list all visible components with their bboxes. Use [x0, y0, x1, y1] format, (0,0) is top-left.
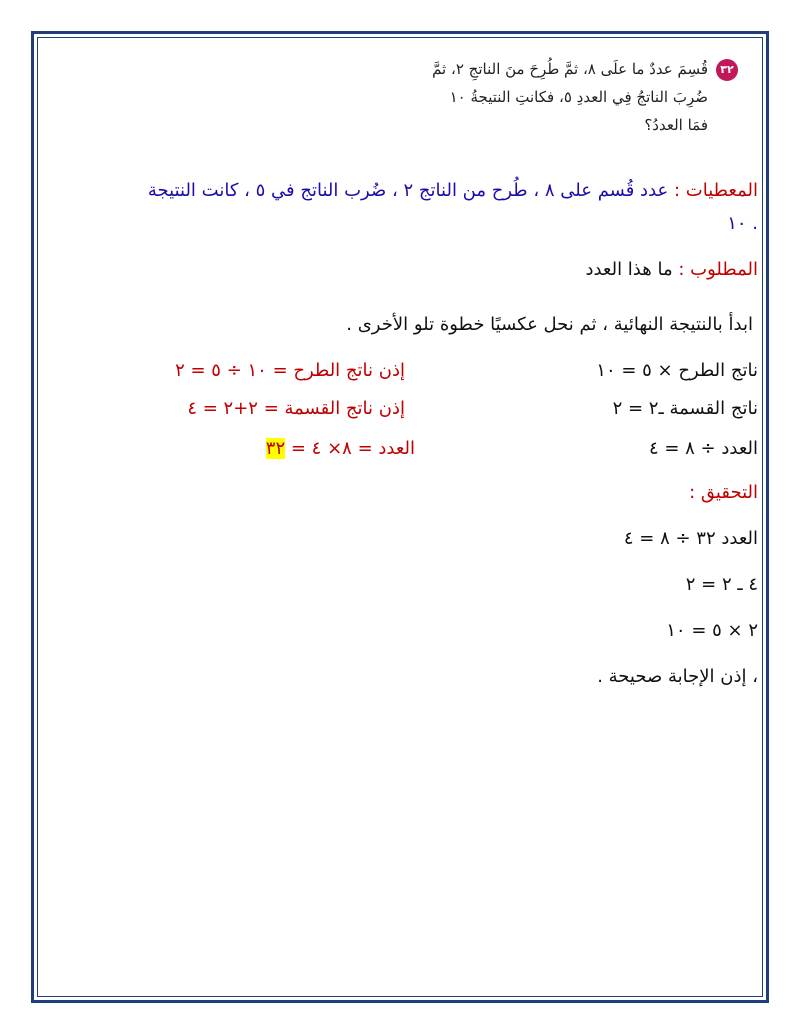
problem-statement	[178, 55, 738, 139]
verify-line-1: العدد ٣٢ ÷ ٨ = ٤	[623, 528, 758, 549]
step-1-result: إذن ناتج الطرح = ١٠ ÷ ٥ = ٢	[175, 360, 405, 381]
intro-line: ابدأ بالنتيجة النهائية ، ثم نحل عكسيًا خطوة تلو الأخرى .	[346, 314, 753, 335]
step-3-equation: العدد ÷ ٨ = ٤	[648, 438, 758, 459]
step-3-result: العدد = ٨× ٤ = ٣٢	[265, 438, 415, 459]
verify-line-2: ٤ ـ ٢ = ٢	[685, 574, 758, 595]
step-1-equation: ناتج الطرح × ٥ = ١٠	[596, 360, 758, 381]
givens-text: عدد قُسم على ٨ ، طُرح من الناتج ٢ ، ضُرب الناتج في ٥ ، كانت النتيجة	[147, 180, 669, 201]
final-answer-highlight: ٣٢	[265, 438, 286, 459]
step-2-result: إذن ناتج القسمة = ٢+٢ = ٤	[187, 398, 405, 419]
problem-line-3: فمَا العددُ؟	[644, 116, 708, 134]
required-line	[585, 259, 758, 280]
givens-line-1	[42, 180, 758, 201]
verify-conclusion: ، إذن الإجابة صحيحة .	[597, 666, 758, 687]
problem-line-1: ٣٢قُسِمَ عددٌ ما علَى ٨، ثمَّ طُرِحَ منَ الناتجِ ٢، ثمَّ	[178, 55, 738, 83]
givens-line-2: ١٠ .	[727, 213, 758, 234]
required-text: ما هذا العدد	[585, 259, 673, 280]
problem-line-2: ضُرِبَ الناتجُ فِي العددِ ٥، فكانتِ النتيجةُ ١٠	[449, 88, 708, 106]
required-label: المطلوب :	[678, 259, 758, 280]
step-2-equation: ناتج القسمة ـ٢ = ٢	[612, 398, 758, 419]
verify-label: التحقيق :	[689, 482, 758, 503]
problem-number-badge: ٣٢	[716, 59, 738, 81]
givens-label: المعطيات :	[674, 180, 758, 201]
verify-line-3: ٢ × ٥ = ١٠	[666, 620, 758, 641]
